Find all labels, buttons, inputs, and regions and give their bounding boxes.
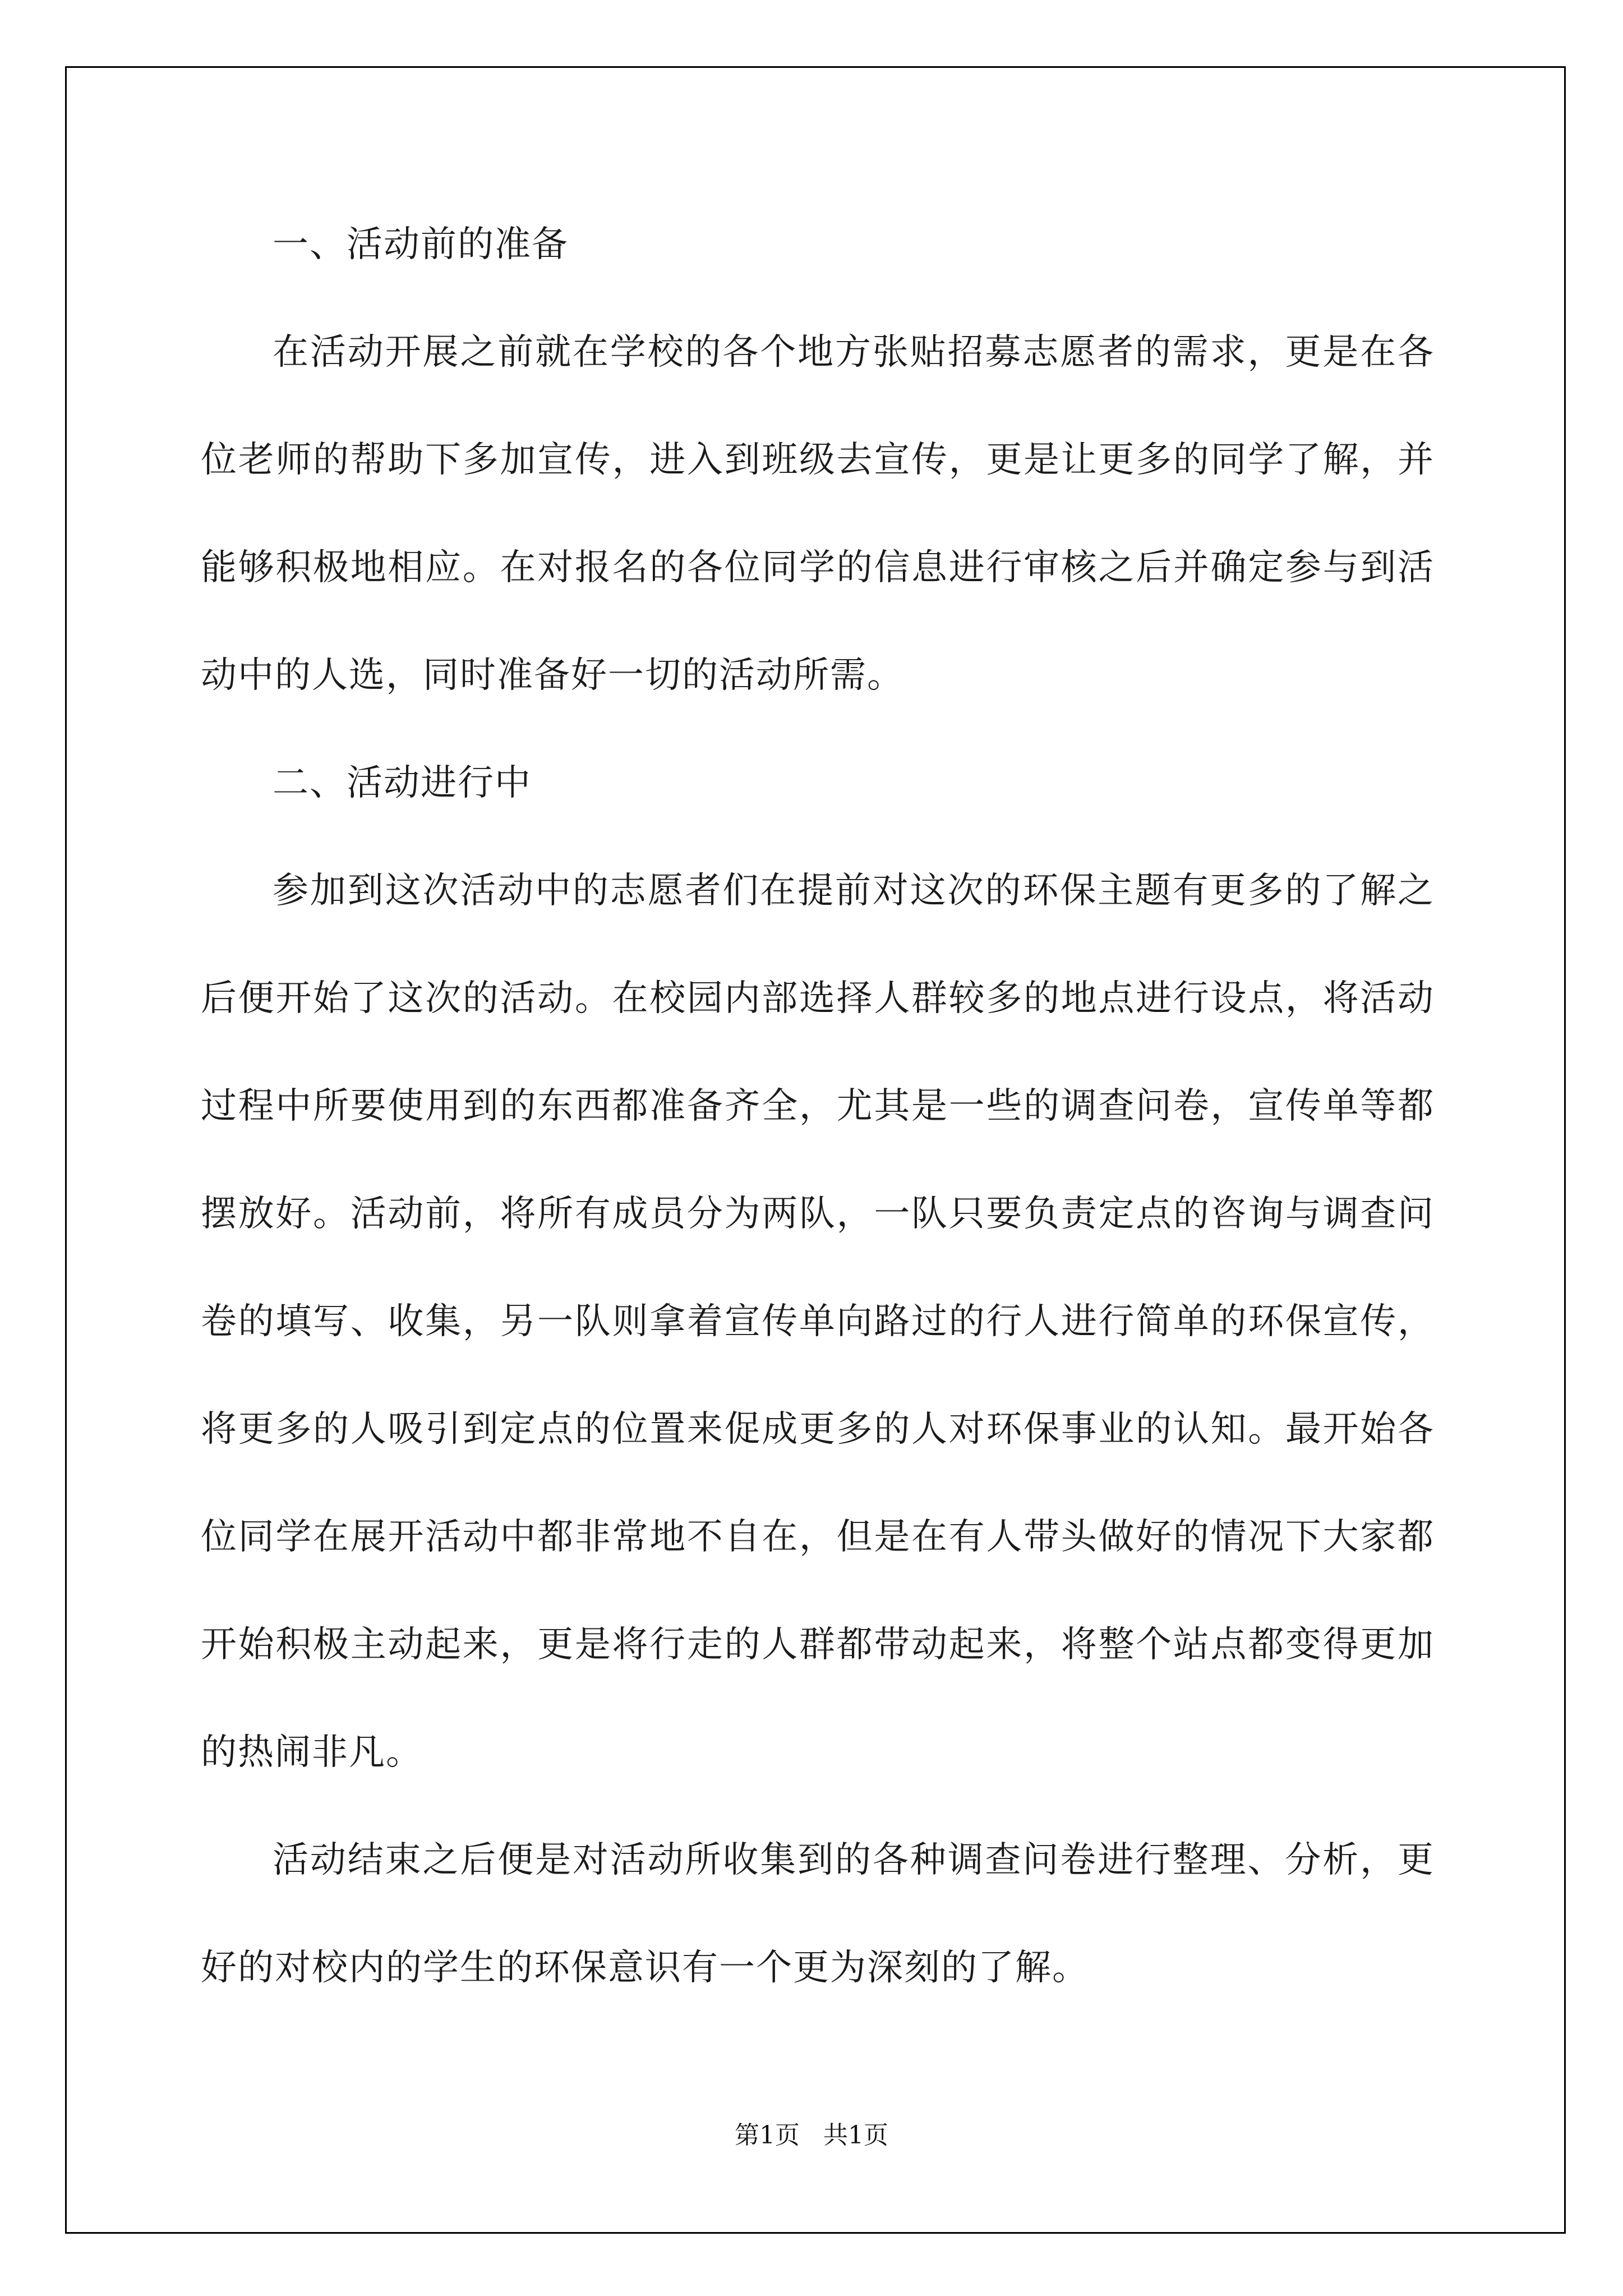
paragraph-conclusion: 活动结束之后便是对活动所收集到的各种调查问卷进行整理、分析，更好的对校内的学生的环保意识有一个更为深刻的了解。 (201, 1839, 1435, 1989)
page-footer (0, 2115, 1623, 2151)
section-heading-in-progress: 二、活动进行中 (273, 762, 532, 804)
document-body (201, 191, 1435, 2022)
page-total: 共1页 (823, 2121, 888, 2150)
paragraph-in-progress: 参加到这次活动中的志愿者们在提前对这次的环保主题有更多的了解之后便开始了这次的活动。在校园内部选择人群较多的地点进行设点，将活动过程中所要使用到的东西都准备齐全，尤其是一些的调查问卷，宣传单等都摆放好。活动前，将所有成员分为两队，一队只要负责定点的咨询与调查问卷的填写、收集，另一队则拿着宣传单向路过的行人进行简单的环保宣传，将更多的人吸引到定点的位置来促成更多的人对环保事业的认知。最开始各位同学在展开活动中都非常地不自在，但是在有人带头做好的情况下大家都开始积极主动起来，更是将行走的人群都带动起来，将整个站点都变得更加的热闹非凡。 (201, 870, 1435, 1773)
paragraph-preparation: 在活动开展之前就在学校的各个地方张贴招募志愿者的需求，更是在各位老师的帮助下多加宣传，进入到班级去宣传，更是让更多的同学了解，并能够积极地相应。在对报名的各位同学的信息进行审核之后并确定参与到活动中的人选，同时准备好一切的活动所需。 (201, 332, 1435, 696)
page-number: 第1页 (735, 2121, 800, 2150)
section-heading-preparation: 一、活动前的准备 (273, 224, 569, 265)
